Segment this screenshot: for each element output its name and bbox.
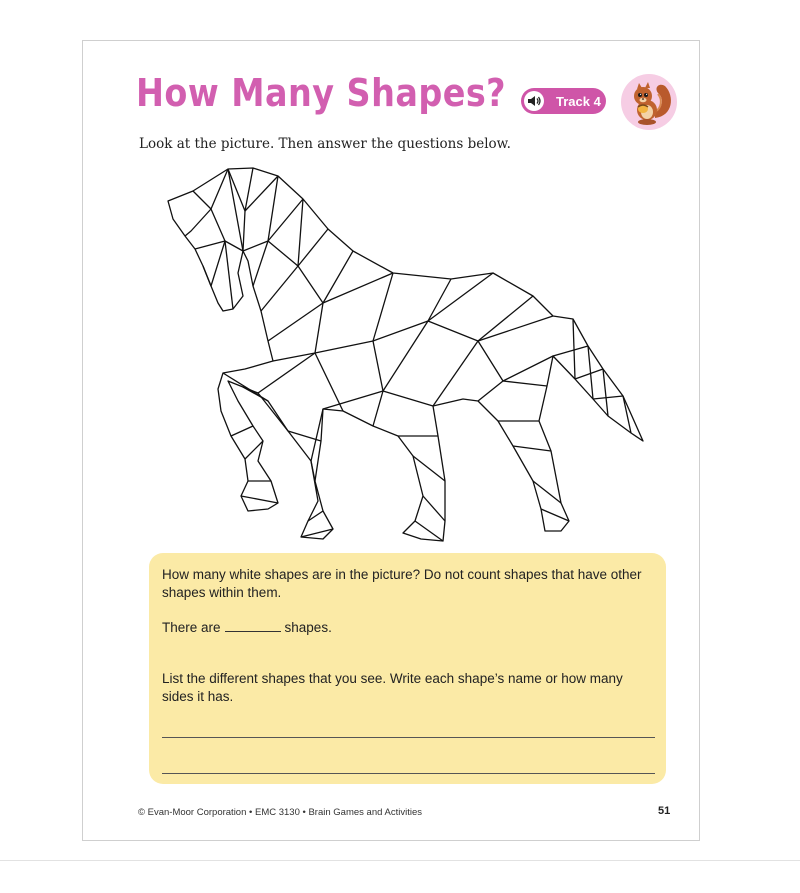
- answer-sentence: [162, 619, 332, 635]
- squirrel-icon: [621, 74, 677, 130]
- question-1-text: How many white shapes are in the picture? Do not count shapes that have other shapes within them.: [162, 567, 642, 600]
- speaker-icon: [524, 91, 544, 111]
- answer-prefix: There are: [162, 620, 221, 635]
- page-number: 51: [658, 805, 671, 817]
- instructions: Look at the picture. Then answer the questions below.: [139, 136, 511, 152]
- writing-line-2[interactable]: [162, 773, 655, 774]
- footer-credit: © Evan-Moor Corporation • EMC 3130 • Brain Games and Activities: [138, 807, 422, 818]
- question-2-text: List the different shapes that you see. Write each shape’s name or how many sides it has.: [162, 671, 623, 704]
- answer-blank[interactable]: [225, 619, 281, 632]
- question-box: [149, 553, 666, 784]
- worksheet-page: [82, 40, 700, 841]
- track-label: Track 4: [556, 93, 601, 109]
- writing-line-1[interactable]: [162, 737, 655, 738]
- audio-track-button[interactable]: [521, 88, 606, 114]
- page-title: How Many Shapes?: [136, 71, 506, 115]
- bottom-divider: [0, 860, 800, 861]
- answer-suffix: shapes.: [284, 620, 332, 635]
- geometric-horse-illustration: [165, 163, 650, 548]
